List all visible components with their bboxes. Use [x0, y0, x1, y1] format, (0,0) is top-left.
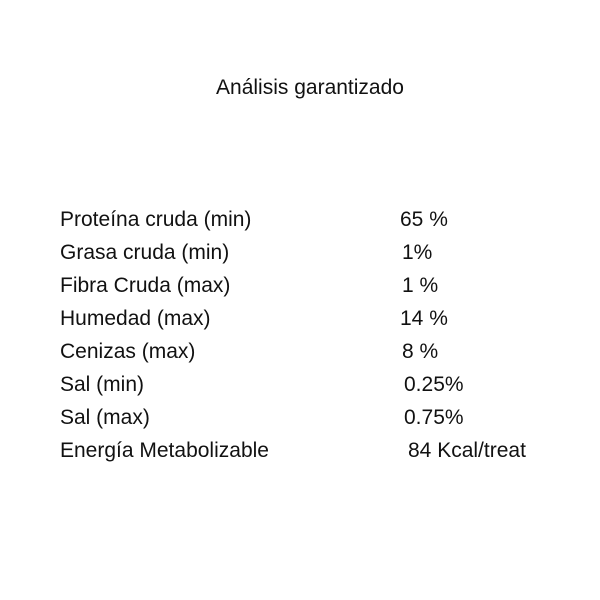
analysis-label: Grasa cruda (min): [60, 241, 230, 264]
analysis-value: 1%: [402, 241, 433, 264]
analysis-row-energy: [60, 434, 560, 467]
analysis-row-moisture: [60, 302, 560, 335]
analysis-label: Cenizas (max): [60, 340, 196, 363]
analysis-value: 1 %: [402, 274, 439, 297]
analysis-label: Fibra Cruda (max): [60, 274, 231, 297]
analysis-value: 14 %: [400, 307, 448, 330]
analysis-row-salt-max: [60, 401, 560, 434]
analysis-value: 0.25%: [404, 373, 464, 396]
analysis-value: 8 %: [402, 340, 439, 363]
analysis-label: Energía Metabolizable: [60, 439, 269, 462]
analysis-row-protein: [60, 203, 560, 236]
analysis-value: 0.75%: [404, 406, 464, 429]
analysis-value: 84 Kcal/treat: [408, 439, 526, 462]
analysis-row-salt-min: [60, 368, 560, 401]
guaranteed-analysis-list: [60, 203, 560, 467]
page-title: Análisis garantizado: [216, 76, 404, 99]
analysis-label: Sal (max): [60, 406, 150, 429]
analysis-row-ash: [60, 335, 560, 368]
analysis-row-fat: [60, 236, 560, 269]
analysis-label: Sal (min): [60, 373, 145, 396]
analysis-row-fiber: [60, 269, 560, 302]
analysis-label: Humedad (max): [60, 307, 211, 330]
analysis-label: Proteína cruda (min): [60, 208, 252, 231]
analysis-value: 65 %: [400, 208, 448, 231]
